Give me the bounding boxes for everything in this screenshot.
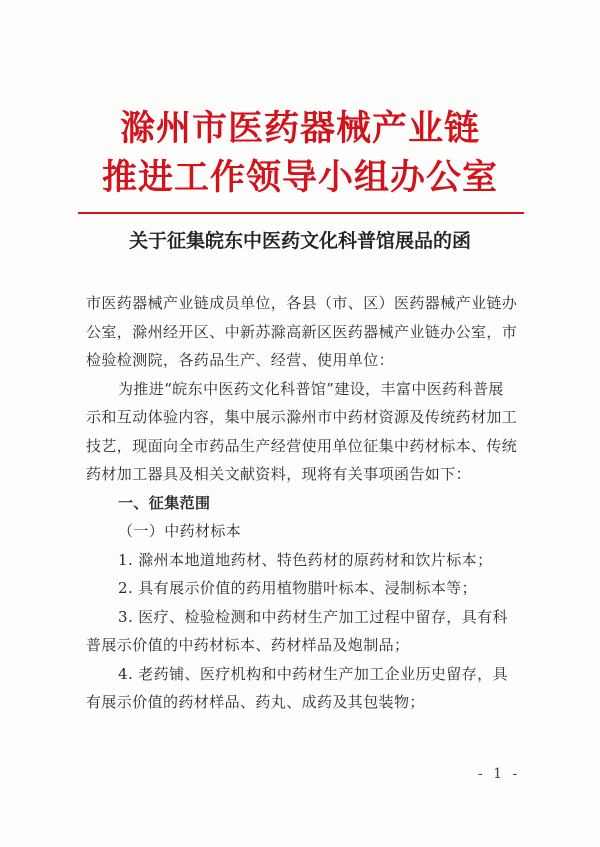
- list-item: 4. 老药铺、医疗机构和中药材生产加工企业历史留存，具: [118, 664, 508, 683]
- intro-line: 技艺，现面向全市药品生产经营使用单位征集中药材标本、传统: [86, 436, 518, 455]
- intro-line: 示和互动体验内容，集中展示滁州市中药材资源及传统药材加工: [86, 408, 518, 426]
- list-item: 3. 医疗、检验检测和中药材生产加工过程中留存，具有科: [118, 607, 508, 626]
- subsection-heading: （一）中药材标本: [118, 522, 242, 540]
- document-body: [86, 289, 518, 717]
- page-number: - 1 -: [478, 766, 521, 782]
- intro-line: 药材加工器具及相关文献资料，现将有关事项函告如下：: [86, 465, 472, 483]
- list-item-continuation: 普展示价值的中药材标本、药材样品及炮制品；: [86, 636, 410, 654]
- intro-line: 为推进“皖东中医药文化科普馆”建设，丰富中医药科普展: [118, 379, 504, 398]
- list-item: 1. 滁州本地道地药材、特色药材的原药材和饮片标本；: [118, 550, 493, 569]
- recipients-line: 市医药器械产业链成员单位，各县（市、区）医药器械产业链办: [86, 294, 518, 312]
- list-item-continuation: 有展示价值的药材样品、药丸、成药及其包装物；: [86, 693, 425, 711]
- recipients-line: 检验检测院，各药品生产、经营、使用单位：: [86, 351, 395, 369]
- org-header-line-2: 推进工作领导小组办公室: [101, 157, 498, 198]
- org-header-line-1: 滁州市医药器械产业链: [119, 108, 480, 149]
- section-heading: 一、征集范围: [118, 493, 211, 512]
- list-item: 2. 具有展示价值的药用植物腊叶标本、浸制标本等；: [118, 579, 478, 597]
- recipients-line: 公室，滁州经开区、中新苏滁高新区医药器械产业链办公室，市: [86, 322, 518, 341]
- header-red-rule: [78, 212, 524, 214]
- document-title: 关于征集皖东中医药文化科普馆展品的函: [128, 230, 471, 252]
